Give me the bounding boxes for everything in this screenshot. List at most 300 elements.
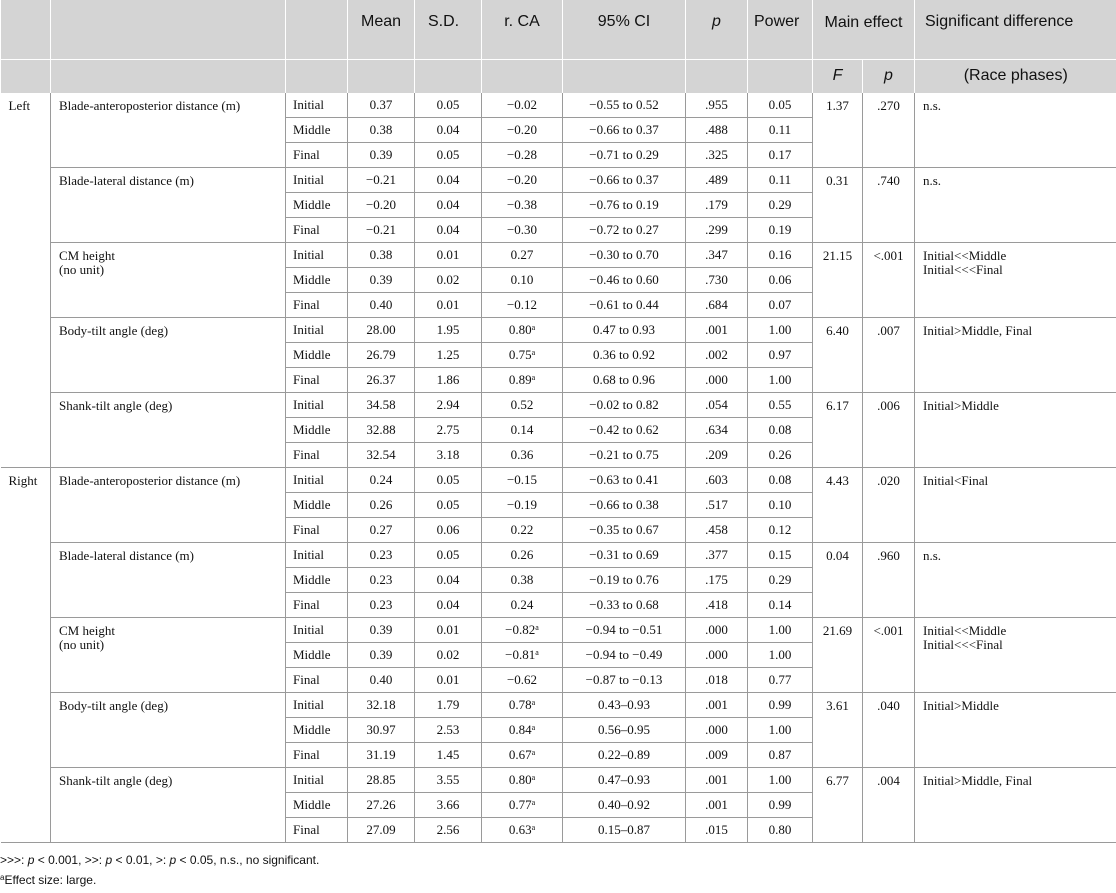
sd-value: 3.55 — [415, 768, 482, 793]
footnote-effect-size — [0, 873, 96, 887]
ci-value: −0.42 to 0.62 — [563, 418, 686, 443]
mean-value: 27.26 — [348, 793, 415, 818]
rca-number: −0.38 — [506, 197, 538, 212]
sd-value: 2.56 — [415, 818, 482, 843]
mean-value: −0.20 — [348, 193, 415, 218]
header-mean: Mean — [348, 0, 415, 59]
mean-value: 0.38 — [348, 243, 415, 268]
main-effect-f: 4.43 — [813, 468, 863, 543]
ci-value: −0.76 to 0.19 — [563, 193, 686, 218]
race-phase: Final — [286, 368, 348, 393]
significant-difference-line: Initial>Middle, Final — [923, 323, 1033, 338]
race-phase: Final — [286, 218, 348, 243]
main-effect-p: .004 — [863, 768, 915, 843]
race-phase: Middle — [286, 268, 348, 293]
variable-name-line: Shank-tilt angle (deg) — [59, 398, 173, 413]
ci-value: −0.33 to 0.68 — [563, 593, 686, 618]
p-value: .325 — [686, 143, 748, 168]
header2-blank-6 — [482, 59, 563, 93]
power-value: 0.11 — [748, 118, 813, 143]
p-value: .458 — [686, 518, 748, 543]
footnote-part: < 0.01, >: — [112, 853, 170, 867]
mean-value: 34.58 — [348, 393, 415, 418]
power-value: 0.77 — [748, 668, 813, 693]
rca-number: −0.15 — [506, 472, 538, 487]
variable-name — [51, 93, 286, 168]
sd-value: 0.04 — [415, 218, 482, 243]
mean-value: 0.40 — [348, 668, 415, 693]
rca-value — [482, 768, 563, 793]
sd-value: 0.05 — [415, 493, 482, 518]
main-effect-p: <.001 — [863, 243, 915, 318]
significant-difference-line: Initial<<Middle — [923, 623, 1007, 638]
ci-value: −0.19 to 0.76 — [563, 568, 686, 593]
main-effect-f: 21.69 — [813, 618, 863, 693]
table-row — [1, 168, 1116, 193]
variable-name-line: Blade-lateral distance (m) — [59, 173, 194, 188]
power-value: 0.29 — [748, 568, 813, 593]
power-value: 0.87 — [748, 743, 813, 768]
sd-value: 0.05 — [415, 143, 482, 168]
ci-value: −0.66 to 0.38 — [563, 493, 686, 518]
header-main-effect: Main effect — [813, 0, 915, 59]
sd-value: 1.86 — [415, 368, 482, 393]
significant-difference — [915, 468, 1116, 543]
header-p: p — [686, 0, 748, 59]
p-value: .955 — [686, 93, 748, 118]
p-value: .000 — [686, 368, 748, 393]
rca-number: −0.20 — [506, 122, 538, 137]
significant-difference-line: Initial<<Middle — [923, 248, 1007, 263]
footnote-part: < 0.001, >>: — [34, 853, 106, 867]
rca-value — [482, 793, 563, 818]
mean-value: 26.79 — [348, 343, 415, 368]
power-value: 1.00 — [748, 368, 813, 393]
header-power: Power — [748, 0, 813, 59]
ci-value: 0.36 to 0.92 — [563, 343, 686, 368]
p-value: .684 — [686, 293, 748, 318]
p-value: .489 — [686, 168, 748, 193]
rca-value — [482, 593, 563, 618]
sd-value: 3.18 — [415, 443, 482, 468]
header2-blank-4 — [348, 59, 415, 93]
rca-value — [482, 118, 563, 143]
sd-value: 0.01 — [415, 618, 482, 643]
significant-difference-line: Initial<<<Final — [923, 637, 1003, 652]
rca-value — [482, 543, 563, 568]
mean-value: 0.23 — [348, 568, 415, 593]
significant-difference-line: n.s. — [923, 97, 942, 113]
mean-value: 0.23 — [348, 593, 415, 618]
ci-value: −0.94 to −0.49 — [563, 643, 686, 668]
rca-number: −0.82 — [505, 622, 536, 637]
rca-number: −0.28 — [506, 147, 538, 162]
significant-difference-line: Initial>Middle — [923, 398, 999, 413]
power-value: 0.99 — [748, 693, 813, 718]
sd-value: 1.79 — [415, 693, 482, 718]
main-effect-p: .007 — [863, 318, 915, 393]
footnote-part: >>>: — [0, 853, 28, 867]
significant-difference — [915, 618, 1116, 693]
side-label: Left — [1, 93, 51, 468]
race-phase: Middle — [286, 193, 348, 218]
rca-number: 0.14 — [510, 422, 534, 437]
significant-difference — [915, 93, 1116, 168]
header2-blank-9 — [748, 59, 813, 93]
sd-value: 0.01 — [415, 243, 482, 268]
table-header — [1, 0, 1116, 93]
main-effect-p: .020 — [863, 468, 915, 543]
rca-number: −0.81 — [505, 647, 536, 662]
sd-value: 1.45 — [415, 743, 482, 768]
significant-difference — [915, 318, 1116, 393]
sd-value: 1.95 — [415, 318, 482, 343]
variable-name — [51, 318, 286, 393]
ci-value: −0.61 to 0.44 — [563, 293, 686, 318]
variable-name-line: Blade-lateral distance (m) — [59, 548, 194, 563]
rca-number: 0.80 — [508, 322, 532, 337]
rca-value — [482, 268, 563, 293]
header2-blank-7 — [563, 59, 686, 93]
side-label: Right — [1, 468, 51, 843]
rca-value — [482, 693, 563, 718]
race-phase: Final — [286, 443, 348, 468]
main-effect-f: 6.17 — [813, 393, 863, 468]
sd-value: 2.94 — [415, 393, 482, 418]
table-row — [1, 393, 1116, 418]
rca-number: −0.20 — [506, 172, 538, 187]
footnote-p-symbol: p — [27, 853, 35, 867]
header2-blank-8 — [686, 59, 748, 93]
ci-value: −0.94 to −0.51 — [563, 618, 686, 643]
p-value: .175 — [686, 568, 748, 593]
ci-value: 0.15–0.87 — [563, 818, 686, 843]
rca-number: 0.36 — [510, 447, 534, 462]
race-phase: Initial — [286, 168, 348, 193]
significant-difference — [915, 543, 1116, 618]
power-value: 0.05 — [748, 93, 813, 118]
rca-value — [482, 193, 563, 218]
footnote-marker: a — [0, 873, 5, 882]
p-value: .488 — [686, 118, 748, 143]
rca-value — [482, 218, 563, 243]
power-value: 0.17 — [748, 143, 813, 168]
variable-name-line: Blade-anteroposterior distance (m) — [59, 97, 241, 113]
variable-name-line: Blade-anteroposterior distance (m) — [59, 473, 241, 488]
header-significant-difference: Significant difference — [915, 0, 1116, 59]
rca-value — [482, 243, 563, 268]
sd-value: 0.05 — [415, 93, 482, 118]
sd-value: 0.05 — [415, 543, 482, 568]
p-value: .179 — [686, 193, 748, 218]
table-row — [1, 468, 1116, 493]
power-value: 0.14 — [748, 593, 813, 618]
power-value: 0.26 — [748, 443, 813, 468]
variable-name-line: CM height — [59, 623, 115, 638]
effect-size-marker: a — [531, 823, 536, 832]
ci-value: −0.71 to 0.29 — [563, 143, 686, 168]
race-phase: Initial — [286, 768, 348, 793]
variable-name-line: (no unit) — [59, 637, 105, 652]
rca-value — [482, 668, 563, 693]
rca-number: −0.19 — [506, 497, 538, 512]
significant-difference — [915, 693, 1116, 768]
significant-difference-line: Initial<Final — [923, 473, 989, 488]
rca-value — [482, 518, 563, 543]
sd-value: 0.01 — [415, 668, 482, 693]
effect-size-marker: a — [531, 773, 536, 782]
effect-size-marker: a — [531, 323, 536, 332]
footnote-part: < 0.05, n.s., no significant. — [176, 853, 320, 867]
rca-number: −0.12 — [506, 297, 538, 312]
race-phase: Initial — [286, 93, 348, 118]
mean-value: 28.00 — [348, 318, 415, 343]
rca-value — [482, 143, 563, 168]
mean-value: 0.24 — [348, 468, 415, 493]
sd-value: 2.75 — [415, 418, 482, 443]
power-value: 0.97 — [748, 343, 813, 368]
sd-value: 1.25 — [415, 343, 482, 368]
main-effect-f: 6.77 — [813, 768, 863, 843]
race-phase: Initial — [286, 468, 348, 493]
power-value: 1.00 — [748, 718, 813, 743]
significant-difference — [915, 168, 1116, 243]
rca-number: 0.24 — [510, 597, 534, 612]
effect-size-marker: a — [531, 723, 536, 732]
rca-value — [482, 418, 563, 443]
p-value: .000 — [686, 643, 748, 668]
p-value: .000 — [686, 618, 748, 643]
race-phase: Middle — [286, 718, 348, 743]
variable-name — [51, 768, 286, 843]
sd-value: 0.01 — [415, 293, 482, 318]
rca-value — [482, 168, 563, 193]
mean-value: 0.40 — [348, 293, 415, 318]
race-phase: Initial — [286, 243, 348, 268]
power-value: 0.08 — [748, 418, 813, 443]
p-value: .054 — [686, 393, 748, 418]
mean-value: 0.27 — [348, 518, 415, 543]
main-effect-p: .006 — [863, 393, 915, 468]
effect-size-marker: a — [531, 798, 536, 807]
rca-value — [482, 468, 563, 493]
power-value: 0.11 — [748, 168, 813, 193]
race-phase: Final — [286, 593, 348, 618]
rca-number: 0.84 — [508, 722, 532, 737]
rca-value — [482, 643, 563, 668]
ci-value: −0.72 to 0.27 — [563, 218, 686, 243]
mean-value: 0.39 — [348, 143, 415, 168]
rca-value — [482, 318, 563, 343]
race-phase: Final — [286, 668, 348, 693]
race-phase: Middle — [286, 493, 348, 518]
rca-value — [482, 743, 563, 768]
variable-name — [51, 243, 286, 318]
table-row — [1, 318, 1116, 343]
table-body — [1, 93, 1116, 843]
table-row — [1, 543, 1116, 568]
main-effect-f: 3.61 — [813, 693, 863, 768]
p-value: .634 — [686, 418, 748, 443]
variable-name — [51, 543, 286, 618]
p-value: .377 — [686, 543, 748, 568]
significant-difference-line: n.s. — [923, 548, 942, 563]
rca-number: 0.75 — [508, 347, 532, 362]
ci-value: 0.47–0.93 — [563, 768, 686, 793]
rca-number: 0.77 — [508, 797, 532, 812]
sd-value: 0.05 — [415, 468, 482, 493]
rca-value — [482, 718, 563, 743]
rca-number: 0.10 — [510, 272, 534, 287]
footnote-significance — [0, 853, 319, 867]
significant-difference-line: Initial<<<Final — [923, 262, 1003, 277]
header-f: F — [813, 59, 863, 93]
sd-value: 0.04 — [415, 168, 482, 193]
ci-value: 0.56–0.95 — [563, 718, 686, 743]
mean-value: 32.54 — [348, 443, 415, 468]
rca-number: 0.38 — [510, 572, 534, 587]
mean-value: 28.85 — [348, 768, 415, 793]
mean-value: 0.39 — [348, 268, 415, 293]
p-value: .603 — [686, 468, 748, 493]
significant-difference-line: n.s. — [923, 173, 942, 188]
main-effect-p: .740 — [863, 168, 915, 243]
sd-value: 0.04 — [415, 568, 482, 593]
power-value: 1.00 — [748, 618, 813, 643]
rca-number: −0.30 — [506, 222, 538, 237]
power-value: 0.19 — [748, 218, 813, 243]
significant-difference-line: Initial>Middle, Final — [923, 773, 1033, 788]
rca-value — [482, 293, 563, 318]
ci-value: −0.66 to 0.37 — [563, 168, 686, 193]
power-value: 0.80 — [748, 818, 813, 843]
power-value: 0.10 — [748, 493, 813, 518]
rca-number: 0.63 — [508, 822, 532, 837]
effect-size-marker: a — [531, 348, 536, 357]
rca-value — [482, 443, 563, 468]
p-value: .001 — [686, 693, 748, 718]
effect-size-marker: a — [531, 373, 536, 382]
rca-number: 0.26 — [510, 547, 534, 562]
rca-number: 0.80 — [508, 772, 532, 787]
header-effect-p: p — [863, 59, 915, 93]
p-value: .001 — [686, 793, 748, 818]
race-phase: Final — [286, 293, 348, 318]
variable-name-line: Body-tilt angle (deg) — [59, 323, 169, 338]
race-phase: Initial — [286, 318, 348, 343]
sd-value: 0.02 — [415, 643, 482, 668]
p-value: .517 — [686, 493, 748, 518]
header-ci: 95% CI — [563, 0, 686, 59]
p-value: .001 — [686, 318, 748, 343]
ci-value: −0.30 to 0.70 — [563, 243, 686, 268]
table-row — [1, 243, 1116, 268]
rca-value — [482, 493, 563, 518]
effect-size-marker: a — [535, 623, 539, 632]
sd-value: 0.02 — [415, 268, 482, 293]
rca-number: 0.22 — [510, 522, 534, 537]
power-value: 1.00 — [748, 768, 813, 793]
variable-name-line: CM height — [59, 248, 115, 263]
effect-size-marker: a — [535, 648, 539, 657]
rca-number: 0.78 — [508, 697, 532, 712]
power-value: 1.00 — [748, 318, 813, 343]
rca-value — [482, 93, 563, 118]
rca-value — [482, 343, 563, 368]
race-phase: Final — [286, 818, 348, 843]
ci-value: 0.43–0.93 — [563, 693, 686, 718]
header2-blank-2 — [51, 59, 286, 93]
variable-name-line: (no unit) — [59, 262, 105, 277]
race-phase: Initial — [286, 618, 348, 643]
ci-value: −0.46 to 0.60 — [563, 268, 686, 293]
ci-value: −0.35 to 0.67 — [563, 518, 686, 543]
sd-value: 0.04 — [415, 118, 482, 143]
race-phase: Final — [286, 143, 348, 168]
rca-number: 0.27 — [510, 247, 534, 262]
ci-value: −0.55 to 0.52 — [563, 93, 686, 118]
ci-value: −0.66 to 0.37 — [563, 118, 686, 143]
race-phase: Initial — [286, 693, 348, 718]
table-row — [1, 93, 1116, 118]
rca-value — [482, 393, 563, 418]
race-phase: Final — [286, 518, 348, 543]
main-effect-f: 0.04 — [813, 543, 863, 618]
variable-name-line: Body-tilt angle (deg) — [59, 698, 169, 713]
significant-difference — [915, 393, 1116, 468]
effect-size-marker: a — [531, 698, 536, 707]
ci-value: 0.47 to 0.93 — [563, 318, 686, 343]
mean-value: −0.21 — [348, 168, 415, 193]
ci-value: −0.21 to 0.75 — [563, 443, 686, 468]
mean-value: 0.26 — [348, 493, 415, 518]
rca-number: 0.89 — [508, 372, 532, 387]
footnote-effect-text: Effect size: large. — [4, 873, 97, 887]
p-value: .015 — [686, 818, 748, 843]
rca-value — [482, 368, 563, 393]
mean-value: 32.88 — [348, 418, 415, 443]
sd-value: 3.66 — [415, 793, 482, 818]
sd-value: 2.53 — [415, 718, 482, 743]
ci-value: 0.40–0.92 — [563, 793, 686, 818]
variable-name-line: Shank-tilt angle (deg) — [59, 773, 173, 788]
variable-name — [51, 693, 286, 768]
mean-value: 31.19 — [348, 743, 415, 768]
rca-number: 0.52 — [510, 397, 534, 412]
power-value: 0.15 — [748, 543, 813, 568]
table-row — [1, 693, 1116, 718]
ci-value: 0.22–0.89 — [563, 743, 686, 768]
main-effect-f: 21.15 — [813, 243, 863, 318]
ci-value: −0.87 to −0.13 — [563, 668, 686, 693]
effect-size-marker: a — [531, 748, 536, 757]
p-value: .002 — [686, 343, 748, 368]
rca-value — [482, 818, 563, 843]
header2-blank-3 — [286, 59, 348, 93]
p-value: .730 — [686, 268, 748, 293]
significant-difference-line: Initial>Middle — [923, 698, 999, 713]
p-value: .000 — [686, 718, 748, 743]
power-value: 1.00 — [748, 643, 813, 668]
sd-value: 0.04 — [415, 593, 482, 618]
power-value: 0.16 — [748, 243, 813, 268]
mean-value: −0.21 — [348, 218, 415, 243]
power-value: 0.08 — [748, 468, 813, 493]
power-value: 0.07 — [748, 293, 813, 318]
header-race-phases: (Race phases) — [915, 59, 1116, 93]
variable-name — [51, 618, 286, 693]
mean-value: 32.18 — [348, 693, 415, 718]
